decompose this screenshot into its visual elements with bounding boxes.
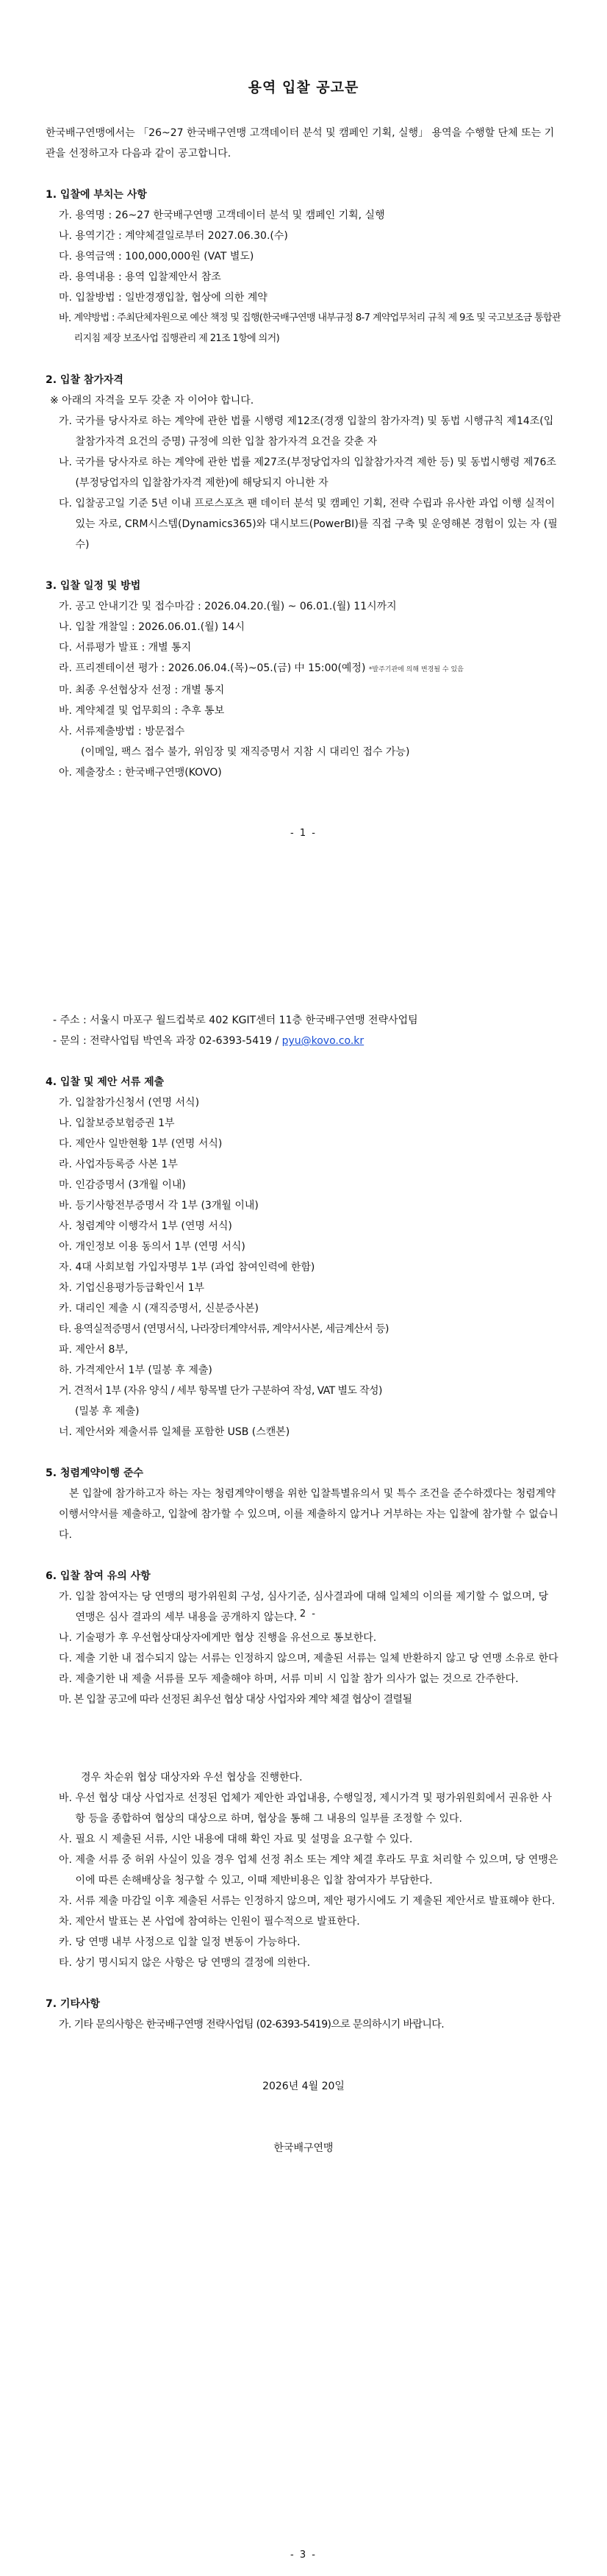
page-number: - 1 -	[290, 828, 317, 839]
list-item: 아. 제출 서류 중 허위 사실이 있을 경우 업체 선정 취소 또는 계약 체결 후라도 무효 처리할 수 있으며, 당 연맹은 이에 따른 손해배상을 청구할 수 있고, 이때 제반비용은 입찰 참여자가 부담한다.	[59, 1854, 558, 1886]
list-item: 나. 용역기간 : 계약체결일로부터 2027.06.30.(수)	[59, 230, 288, 242]
list-item-continuation: 경우 차순위 협상 대상자와 우선 협상을 진행한다.	[81, 1772, 303, 1783]
page-title: 용역 입찰 공고문	[248, 79, 359, 96]
section-2-heading: 2. 입찰 참가자격	[46, 374, 123, 386]
list-item: 마. 최종 우선협상자 선정 : 개별 통지	[59, 684, 225, 696]
section-6-heading: 6. 입찰 참여 유의 사항	[46, 1570, 151, 1582]
page-number: - 2 -	[290, 1609, 317, 1620]
page-number: - 3 -	[290, 2550, 317, 2561]
section-4-list	[46, 1092, 561, 1442]
list-item: 라. 제출기한 내 제출 서류를 모두 제출해야 하며, 서류 미비 시 입찰 참가 의사가 없는 것으로 간주한다.	[59, 1673, 519, 1685]
list-item: 거. 견적서 1부 (자유 양식 / 세부 항목별 단가 구분하여 작성, VAT 별도 작성)	[59, 1385, 382, 1397]
list-item: 바. 계약체결 및 업무회의 : 추후 통보	[59, 705, 225, 717]
list-item: 가. 공고 안내기간 및 접수마감 : 2026.04.20.(월) ~ 06.01.(월) 11시까지	[59, 601, 397, 612]
section-7-heading: 7. 기타사항	[46, 1998, 101, 2010]
sealed-submission-note: (밀봉 후 제출)	[75, 1406, 140, 1417]
list-item: 너. 제안서와 제출서류 일체를 포함한 USB (스캔본)	[59, 1426, 290, 1438]
list-item: 나. 국가를 당사자로 하는 계약에 관한 법률 제27조(부정당업자의 입찰참가자격 제한 등) 및 동법시행령 제76조(부정당업자의 입찰참가자격 제한)에 해당되지 아니한 자	[59, 457, 556, 489]
schedule-change-note: *발주기관에 의해 변경될 수 있음	[368, 666, 464, 673]
list-item: 마. 인감증명서 (3개월 이내)	[59, 1179, 186, 1191]
section-1-heading: 1. 입찰에 부치는 사항	[46, 189, 147, 201]
list-item: 차. 제안서 발표는 본 사업에 참여하는 인원이 필수적으로 발표한다.	[59, 1916, 360, 1928]
section-3-list	[46, 596, 561, 783]
issuing-organization: 한국배구연맹	[273, 2142, 334, 2154]
section-3-heading: 3. 입찰 일정 및 방법	[46, 580, 141, 592]
list-item: 가. 입찰 참여자는 당 연맹의 평가위원회 구성, 심사기준, 심사결과에 대해 일체의 이의를 제기할 수 없으며, 당 연맹은 심사 결과의 세부 내용을 공개하지 않는다.	[59, 1591, 549, 1623]
list-item: 다. 입찰공고일 기준 5년 이내 프로스포츠 팬 데이터 분석 및 캠페인 기획, 전략 수립과 유사한 과업 이행 실적이 있는 자로, CRM시스템(Dynamics365)와 대시보드(PowerBI)를 직접 구축 및 운영해본 경험이 있는 자 (필수)	[59, 498, 558, 551]
list-item: 사. 필요 시 제출된 서류, 시안 내용에 대해 확인 자료 및 설명을 요구할 수 있다.	[59, 1833, 413, 1845]
list-item: 사. 서류제출방법 : 방문접수	[59, 726, 185, 737]
list-item: 바. 계약방법 : 주최단체자원으로 예산 책정 및 집행(한국배구연맹 내부규정 8-7 계약업무처리 규칙 제 9조 및 국고보조금 통합관리지침 제장 보조사업 집행관리 제 21조 1항에 의거)	[59, 312, 561, 344]
list-item: 타. 상기 명시되지 않은 사항은 당 연맹의 결정에 의한다.	[59, 1957, 311, 1969]
section-5-heading: 5. 청렴계약이행 준수	[46, 1467, 143, 1479]
page-3	[0, 1717, 607, 2576]
list-item: 다. 서류평가 발표 : 개별 통지	[59, 642, 192, 654]
list-item: 다. 제안사 일반현황 1부 (연명 서식)	[59, 1138, 223, 1150]
section-7-list	[46, 2014, 561, 2035]
section-6-list-continued	[46, 1767, 561, 1973]
contact-email-link[interactable]: pyu@kovo.co.kr	[281, 1035, 364, 1047]
page-1-content	[46, 76, 561, 783]
contact-address: - 주소 : 서울시 마포구 월드컵북로 402 KGIT센터 11층 한국배구연맹 전략사업팀	[53, 1015, 418, 1026]
intro-paragraph: 한국배구연맹에서는 「26~27 한국배구연맹 고객데이터 분석 및 캠페인 기획, 실행」 용역을 수행할 단체 또는 기관을 선정하고자 다음과 같이 공고합니다.	[46, 127, 555, 160]
list-item: 마. 입찰방법 : 일반경쟁입찰, 협상에 의한 계약	[59, 292, 267, 304]
list-item: 타. 용역실적증명서 (연명서식, 나라장터계약서류, 계약서사본, 세금계산서 등)	[59, 1323, 389, 1335]
list-item: 다. 용역금액 : 100,000,000원 (VAT 별도)	[59, 251, 254, 262]
section-4-heading: 4. 입찰 및 제안 서류 제출	[46, 1076, 165, 1088]
section-6-list	[46, 1586, 561, 1710]
list-item: 마. 본 입찰 공고에 따라 선정된 최우선 협상 대상 사업자와 계약 체결 협상이 결렬될	[59, 1694, 412, 1706]
page-2	[0, 859, 607, 1717]
list-item: 가. 국가를 당사자로 하는 계약에 관한 법률 시행령 제12조(경쟁 입찰의 참가자격) 및 동법 시행규칙 제14조(입찰참가자격 요건의 증명) 규정에 의한 입찰 참가자격 요건을 갖춘 자	[59, 415, 554, 448]
list-item: 차. 기업신용평가등급확인서 1부	[59, 1282, 205, 1294]
list-item: 나. 입찰보증보험증권 1부	[59, 1117, 175, 1129]
list-item: 바. 우선 협상 대상 사업자로 선정된 업체가 제안한 과업내용, 수행일정, 제시가격 및 평가위원회에서 권유한 사항 등을 종합하여 협상의 대상으로 하며, 협상을 통해 그 내용의 일부를 조정할 수 있다.	[59, 1792, 552, 1825]
list-item: 파. 제안서 8부,	[59, 1344, 129, 1356]
list-item: 하. 가격제안서 1부 (밀봉 후 제출)	[59, 1364, 212, 1376]
list-item: 라. 프리젠테이션 평가 : 2026.06.04.(목)~05.(금) 中 15:00(예정) *발주기관에 의해 변경될 수 있음	[59, 662, 464, 674]
list-item: 아. 제출장소 : 한국배구연맹(KOVO)	[59, 767, 222, 779]
page-1	[0, 0, 607, 859]
list-item: 다. 제출 기한 내 접수되지 않는 서류는 인정하지 않으며, 제출된 서류는 일체 반환하지 않고 당 연맹 소유로 한다	[59, 1653, 558, 1664]
list-item: 가. 기타 문의사항은 한국배구연맹 전략사업팀 (02-6393-5419)으로 문의하시기 바랍니다.	[59, 2019, 445, 2031]
notice-date: 2026년 4월 20일	[262, 2081, 345, 2092]
page-2-content	[46, 1010, 561, 1710]
section-1-list	[46, 205, 561, 349]
list-item: 바. 등기사항전부증명서 각 1부 (3개월 이내)	[59, 1200, 259, 1212]
section-2-note: ※ 아래의 자격을 모두 갖춘 자 이어야 합니다.	[50, 395, 254, 407]
contact-inquiry: - 문의 : 전략사업팀 박연옥 과장 02-6393-5419 / pyu@kovo.co.kr	[53, 1035, 364, 1047]
list-item: 가. 입찰참가신청서 (연명 서식)	[59, 1097, 200, 1109]
list-item: 아. 개인정보 이용 동의서 1부 (연명 서식)	[59, 1241, 245, 1253]
page-3-content	[46, 1767, 561, 2158]
list-item: 자. 4대 사회보험 가입자명부 1부 (과업 참여인력에 한함)	[59, 1262, 315, 1273]
list-item: 나. 입찰 개찰일 : 2026.06.01.(월) 14시	[59, 621, 245, 633]
list-item: 나. 기술평가 후 우선협상대상자에게만 협상 진행을 유선으로 통보한다.	[59, 1632, 377, 1644]
list-item: 카. 당 연맹 내부 사정으로 입찰 일정 변동이 가능하다.	[59, 1936, 301, 1948]
list-item: 사. 청렴계약 이행각서 1부 (연명 서식)	[59, 1220, 232, 1232]
submission-method-note: (이메일, 팩스 접수 불가, 위임장 및 재직증명서 지참 시 대리인 접수 가능)	[81, 746, 410, 758]
section-5-body: 본 입찰에 참가하고자 하는 자는 청렴계약이행을 위한 입찰특별유의서 및 특수 조건을 준수하겠다는 청렴계약이행서약서를 제출하고, 입찰에 참가할 수 있으며, 이를 제출하지 않거나 거부하는 자는 입찰에 참가할 수 없습니다.	[59, 1488, 558, 1541]
list-item: 라. 사업자등록증 사본 1부	[59, 1159, 178, 1170]
list-item: 카. 대리인 제출 시 (재직증명서, 신분증사본)	[59, 1303, 259, 1314]
section-2-list	[46, 411, 561, 555]
list-item: 가. 용역명 : 26~27 한국배구연맹 고객데이터 분석 및 캠페인 기획, 실행	[59, 210, 385, 221]
list-item: 라. 용역내용 : 용역 입찰제안서 참조	[59, 271, 221, 283]
list-item: 자. 서류 제출 마감일 이후 제출된 서류는 인정하지 않으며, 제안 평가시에도 기 제출된 제안서로 발표해야 한다.	[59, 1895, 556, 1907]
